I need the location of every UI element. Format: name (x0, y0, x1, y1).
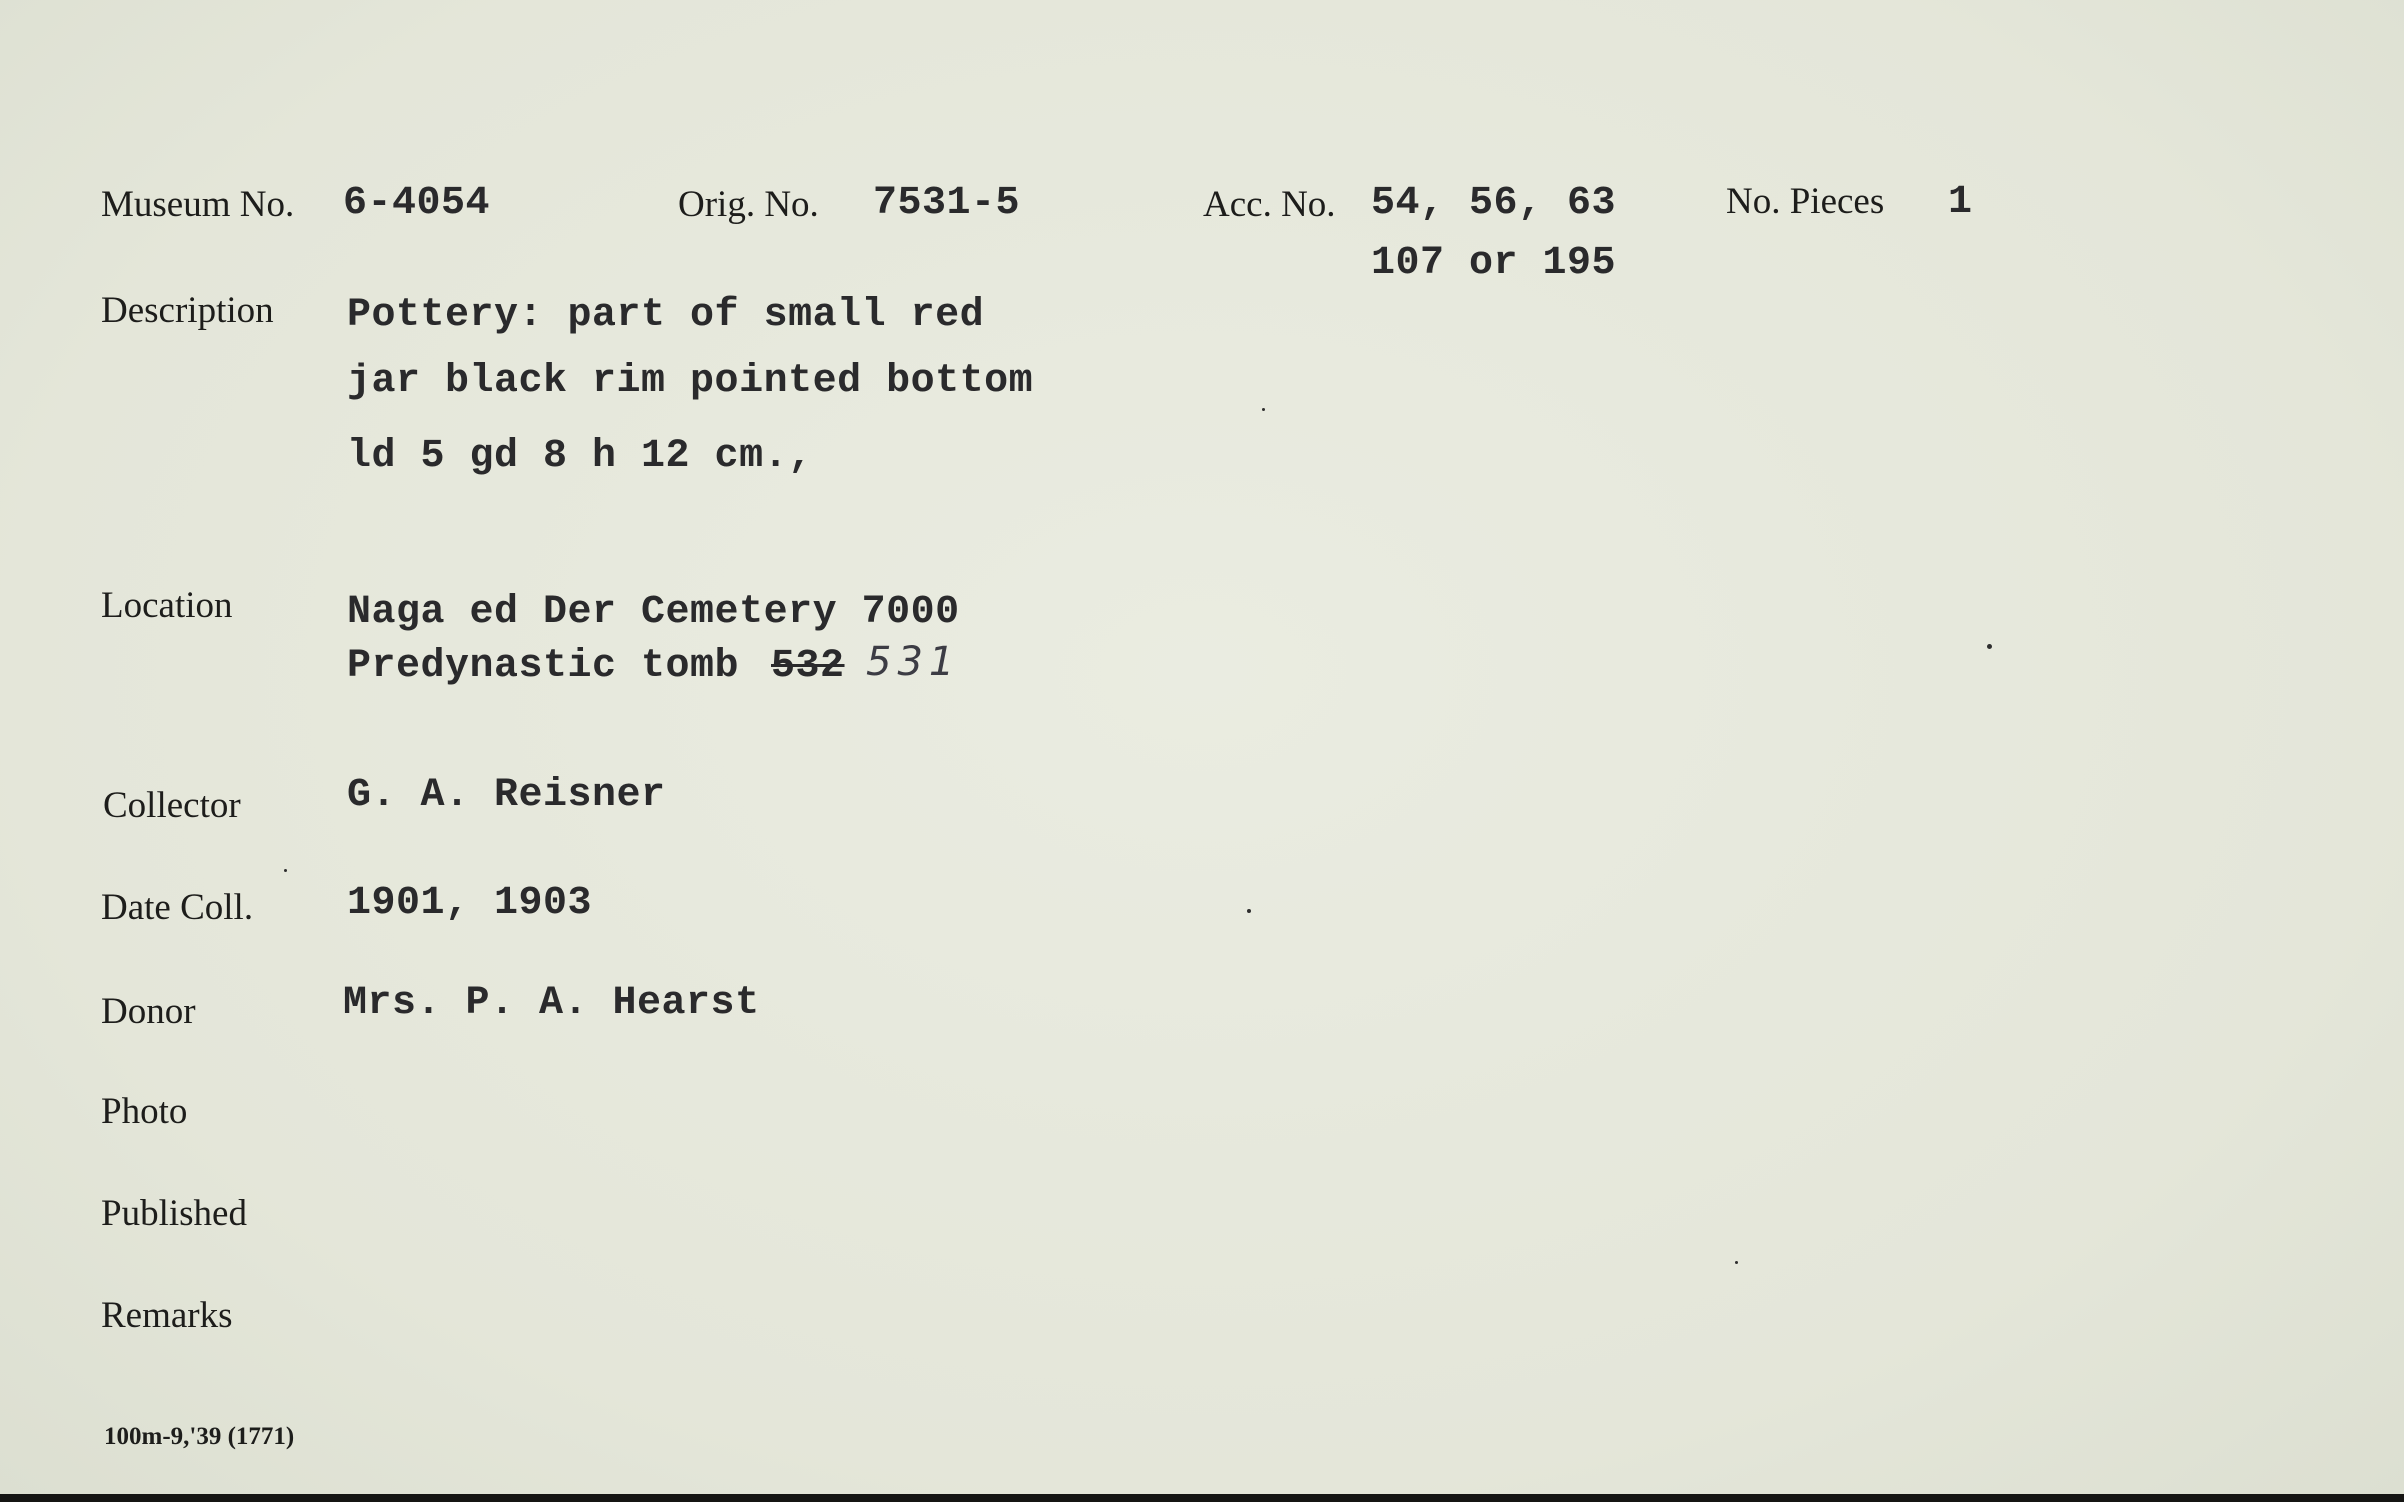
ink-speck (1735, 1261, 1738, 1264)
description-label: Description (101, 290, 274, 331)
location-line-2-text: Predynastic tomb (347, 644, 740, 689)
no-pieces-label: No. Pieces (1726, 181, 1885, 222)
location-struck-number: 532 (771, 644, 845, 689)
museum-no-value: 6-4054 (343, 181, 491, 226)
orig-no-label: Orig. No. (678, 184, 819, 225)
donor-value: Mrs. P. A. Hearst (343, 981, 760, 1026)
remarks-label: Remarks (101, 1295, 233, 1336)
description-line-2: jar black rim pointed bottom (347, 359, 1034, 404)
collector-value: G. A. Reisner (347, 773, 666, 818)
description-line-1: Pottery: part of small red (347, 293, 985, 338)
donor-label: Donor (101, 991, 196, 1032)
acc-no-value-line1: 54, 56, 63 (1371, 181, 1617, 226)
date-coll-label: Date Coll. (101, 887, 254, 928)
location-handwritten-number: 531 (866, 639, 961, 685)
collector-label: Collector (103, 785, 241, 826)
ink-speck (1987, 644, 1992, 649)
ink-speck (284, 869, 287, 872)
acc-no-value-line2: 107 or 195 (1371, 241, 1617, 286)
date-coll-value: 1901, 1903 (347, 881, 593, 926)
ink-speck (1262, 408, 1265, 411)
published-label: Published (101, 1193, 247, 1234)
acc-no-label: Acc. No. (1203, 184, 1336, 225)
museum-no-label: Museum No. (101, 184, 295, 225)
print-code: 100m-9,'39 (1771) (104, 1423, 295, 1450)
photo-label: Photo (101, 1091, 188, 1132)
ink-speck (1247, 909, 1251, 913)
location-label: Location (101, 585, 233, 626)
description-line-3: ld 5 gd 8 h 12 cm., (347, 434, 813, 479)
card-bottom-edge (0, 1494, 2404, 1502)
no-pieces-value: 1 (1948, 180, 1973, 225)
location-line-1: Naga ed Der Cemetery 7000 (347, 590, 960, 635)
orig-no-value: 7531-5 (873, 181, 1021, 226)
